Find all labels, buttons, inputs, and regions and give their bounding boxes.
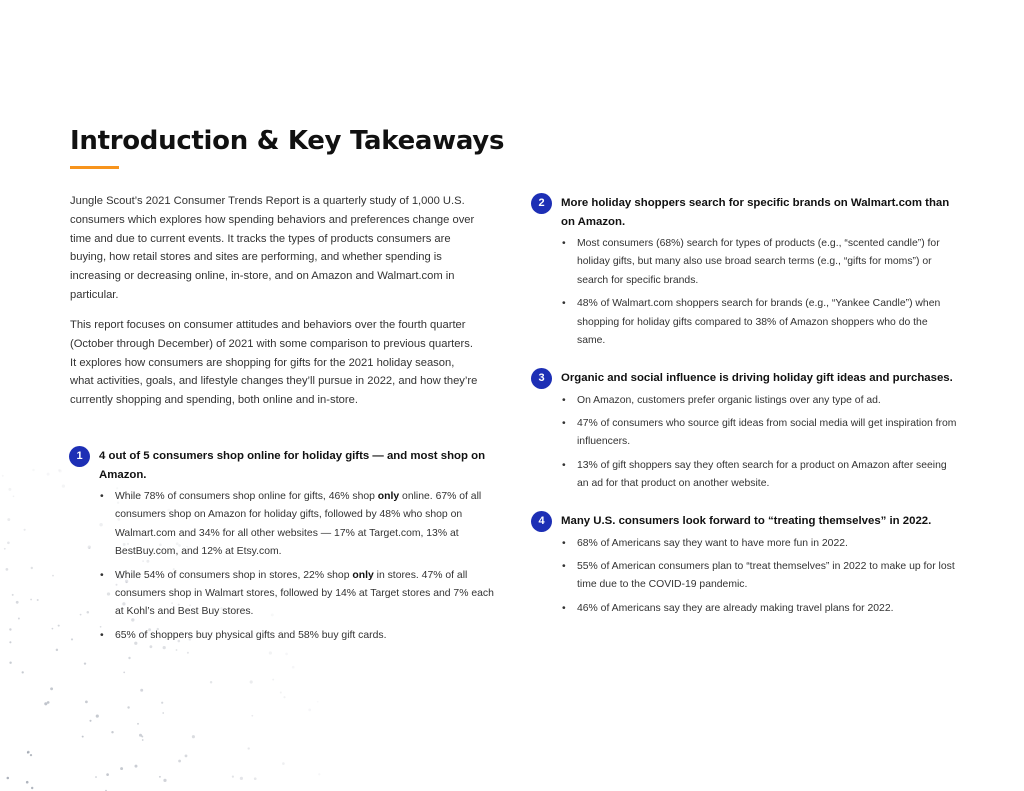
decorative-dot bbox=[44, 702, 47, 705]
bullet-text: 68% of Americans say they want to have more fun in 2022. bbox=[577, 537, 848, 549]
decorative-dot bbox=[7, 777, 10, 780]
decorative-dot bbox=[26, 781, 29, 784]
bullet-item bbox=[99, 567, 495, 622]
decorative-dot bbox=[8, 488, 11, 491]
takeaway-heading: More holiday shoppers search for specific brands on Walmart.com than on Amazon. bbox=[561, 197, 950, 228]
intro-paragraph-2: This report focuses on consumer attitudes and behaviors over the fourth quarter (October through December) of 2021 with some comparison to previous quarters. It explores how consumers are shopping for gifts for the 2021 holiday season, what activities, goals, and lifestyle changes they’ll pursue in 2022, and how they’re currently shopping and spending, both online and in-store. bbox=[70, 319, 478, 407]
decorative-dot bbox=[89, 720, 91, 722]
bullet-text: Most consumers (68%) search for types of products (e.g., “scented candle”) for holiday gifts, but many also use broad search terms (e.g., “gifts for moms”) or search for specific brands. bbox=[577, 238, 940, 286]
number-badge: 3 bbox=[532, 369, 551, 388]
decorative-dot bbox=[52, 575, 54, 577]
decorative-dot bbox=[187, 652, 189, 654]
decorative-dot bbox=[13, 495, 15, 497]
decorative-dot bbox=[22, 671, 24, 673]
bullet-item bbox=[561, 600, 961, 618]
bullet-item bbox=[561, 295, 952, 350]
decorative-dot bbox=[139, 734, 142, 737]
bullet-item bbox=[99, 627, 495, 645]
decorative-dot bbox=[280, 692, 282, 694]
decorative-dot bbox=[31, 567, 33, 569]
decorative-dot bbox=[283, 696, 285, 698]
bullet-text: 13% of gift shoppers say they often search for a product on Amazon after seeing an ad for that product on another website. bbox=[577, 459, 947, 490]
decorative-dot bbox=[12, 594, 14, 596]
bullet-text-cont: online. 67% of all consumers shop on Amazon for holiday gifts, followed by 48% who shop on Walmart.com and 34% for all other websites — 17% at Target.com, 13% at BestBuy.com, and 12% at Etsy.com. bbox=[115, 491, 482, 558]
decorative-dot bbox=[140, 689, 143, 692]
decorative-dot bbox=[37, 599, 39, 601]
decorative-dot bbox=[58, 625, 60, 627]
decorative-dot bbox=[240, 777, 243, 780]
takeaway-4 bbox=[532, 512, 972, 623]
decorative-dot bbox=[178, 760, 181, 763]
decorative-dot bbox=[142, 739, 144, 741]
bullet-text: While 54% of consumers shop in stores, 22% shop bbox=[115, 569, 353, 581]
decorative-dot bbox=[18, 618, 20, 620]
decorative-dot bbox=[106, 773, 109, 776]
bullet-text: 47% of consumers who source gift ideas from social media will get inspiration from influencers. bbox=[577, 417, 957, 448]
number-badge: 2 bbox=[532, 194, 551, 213]
takeaway-heading: Many U.S. consumers look forward to “treating themselves” in 2022. bbox=[561, 515, 932, 527]
bullet-text: On Amazon, customers prefer organic listings over any type of ad. bbox=[577, 394, 881, 406]
decorative-dot bbox=[9, 641, 11, 643]
decorative-dot bbox=[52, 628, 54, 630]
bullet-item bbox=[561, 392, 961, 410]
bullet-item bbox=[561, 415, 961, 452]
decorative-dot bbox=[4, 548, 6, 550]
decorative-dot bbox=[210, 681, 212, 683]
bullet-text: 48% of Walmart.com shoppers search for brands (e.g., “Yankee Candle”) when shopping for holiday gifts compared to 38% of Amazon shoppers who do the same. bbox=[577, 298, 941, 347]
decorative-dot bbox=[27, 752, 29, 754]
decorative-dot bbox=[185, 755, 188, 758]
decorative-dot bbox=[248, 747, 250, 749]
decorative-dot bbox=[2, 475, 4, 477]
decorative-dot bbox=[31, 787, 33, 789]
decorative-dot bbox=[47, 701, 50, 704]
takeaway-bullet-list bbox=[561, 535, 961, 619]
decorative-dot bbox=[7, 541, 10, 544]
decorative-dot bbox=[30, 754, 32, 756]
decorative-dot bbox=[6, 568, 9, 571]
decorative-dot bbox=[254, 777, 257, 780]
decorative-dot bbox=[285, 653, 288, 656]
decorative-dot bbox=[127, 706, 129, 708]
bullet-item bbox=[561, 457, 961, 494]
bullet-text: 55% of American consumers plan to “treat themselves” in 2022 to make up for lost time due to the COVID-19 pandemic. bbox=[577, 560, 955, 591]
decorative-dot bbox=[292, 666, 295, 669]
decorative-dot bbox=[111, 731, 113, 733]
bullet-text-cont: in stores. 47% of all consumers shop in Walmart stores, followed by 14% at Target stores and 7% each at Kohl’s and Best Buy stores. bbox=[115, 569, 494, 618]
decorative-dot bbox=[161, 702, 163, 704]
decorative-dot bbox=[58, 469, 61, 472]
decorative-dot bbox=[96, 715, 99, 718]
decorative-dot bbox=[9, 662, 11, 664]
decorative-dot bbox=[128, 657, 130, 659]
decorative-dot bbox=[141, 736, 143, 738]
decorative-dot bbox=[282, 762, 285, 765]
decorative-dot bbox=[24, 529, 26, 531]
takeaway-heading: Organic and social influence is driving holiday gift ideas and purchases. bbox=[561, 372, 953, 384]
decorative-dot bbox=[9, 628, 11, 630]
bullet-item bbox=[561, 558, 961, 595]
decorative-dot bbox=[95, 776, 97, 778]
bullet-item bbox=[561, 235, 952, 290]
decorative-dot bbox=[135, 765, 138, 768]
bullet-emphasis: only bbox=[352, 569, 374, 581]
number-badge: 1 bbox=[70, 447, 89, 466]
decorative-dot bbox=[47, 473, 50, 476]
bullet-item bbox=[561, 535, 961, 553]
decorative-dot bbox=[137, 723, 139, 725]
decorative-dot bbox=[163, 779, 166, 782]
decorative-dot bbox=[30, 599, 32, 601]
takeaway-bullet-list bbox=[561, 392, 961, 494]
intro-paragraph-1: Jungle Scout’s 2021 Consumer Trends Report is a quarterly study of 1,000 U.S. consumers which explores how spending behaviors and preferences change over time and due to current events. It tracks the types of products consumers are buying, how retail stores and sites are performing, and whether spending is increasing or decreasing online, in-store, and on Amazon and Walmart.com in particular. bbox=[70, 195, 475, 301]
title-accent-underline bbox=[70, 166, 119, 169]
decorative-dot bbox=[82, 736, 84, 738]
takeaway-bullet-list bbox=[99, 488, 495, 645]
decorative-dot bbox=[120, 767, 123, 770]
page-title: Introduction & Key Takeaways bbox=[70, 126, 505, 156]
decorative-dot bbox=[62, 484, 65, 487]
bullet-text: 46% of Americans say they are already making travel plans for 2022. bbox=[577, 602, 894, 614]
decorative-dot bbox=[318, 773, 320, 775]
bullet-text: 65% of shoppers buy physical gifts and 58% buy gift cards. bbox=[115, 629, 387, 641]
bullet-item bbox=[99, 488, 495, 562]
bullet-text: While 78% of consumers shop online for gifts, 46% shop bbox=[115, 491, 378, 502]
decorative-dot bbox=[56, 649, 58, 651]
decorative-dot bbox=[50, 687, 53, 690]
decorative-dot bbox=[308, 709, 311, 712]
bullet-emphasis: only bbox=[377, 491, 400, 502]
takeaway-1 bbox=[70, 447, 495, 650]
takeaway-2 bbox=[532, 194, 952, 355]
decorative-dot bbox=[250, 680, 253, 683]
decorative-dot bbox=[317, 701, 319, 703]
takeaway-bullet-list bbox=[561, 235, 952, 350]
decorative-dot bbox=[32, 469, 34, 471]
decorative-dot bbox=[269, 651, 272, 654]
decorative-dot bbox=[123, 672, 125, 674]
decorative-dot bbox=[27, 751, 30, 754]
takeaway-3 bbox=[532, 369, 992, 499]
decorative-dot bbox=[192, 735, 195, 738]
number-badge: 4 bbox=[532, 512, 551, 531]
decorative-dot bbox=[84, 662, 86, 664]
decorative-dot bbox=[16, 601, 19, 604]
decorative-dot bbox=[59, 469, 62, 472]
decorative-dot bbox=[272, 679, 274, 681]
decorative-dot bbox=[7, 518, 10, 521]
decorative-dot bbox=[85, 701, 88, 704]
takeaway-heading: 4 out of 5 consumers shop online for holiday gifts — and most shop on Amazon. bbox=[99, 450, 486, 481]
decorative-dot bbox=[162, 712, 164, 714]
decorative-dot bbox=[159, 776, 161, 778]
decorative-dot bbox=[232, 776, 234, 778]
decorative-dot bbox=[251, 715, 253, 717]
